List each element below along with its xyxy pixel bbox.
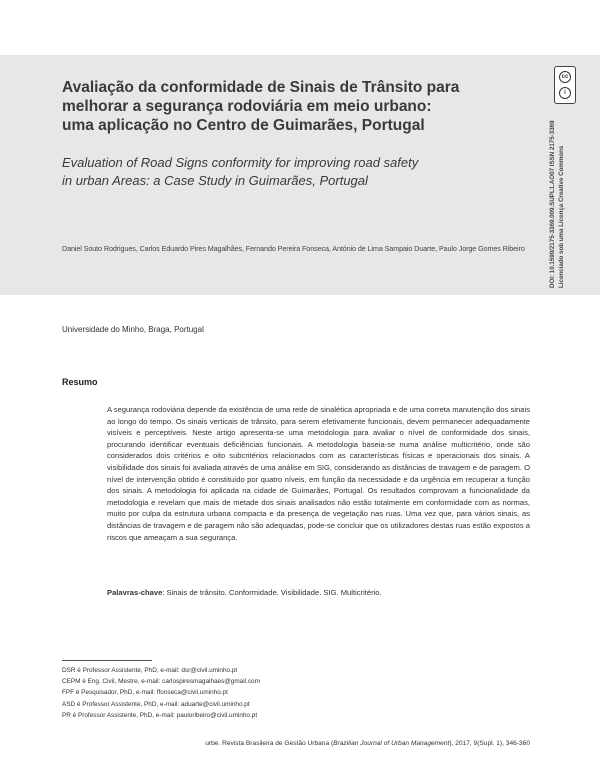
title-pt-line: uma aplicação no Centro de Guimarães, Portugal — [62, 117, 425, 134]
abstract-heading: Resumo — [62, 377, 98, 387]
title-en-line: in urban Areas: a Case Study in Guimarães, Portugal — [62, 173, 368, 188]
author-list: Daniel Souto Rodrigues, Carlos Eduardo Pires Magalhães, Fernando Pereira Fonseca, António de Lima Sampaio Duarte, Paulo Jorge Gomes Ribeiro — [62, 244, 525, 253]
footnote: ASD é Professor Assistente, PhD, e-mail: aduarte@civil.uminho.pt — [62, 700, 250, 708]
footer-journal: Revista Brasileira de Gestão Urbana — [222, 740, 330, 747]
title-portuguese — [62, 78, 482, 135]
creative-commons-badge[interactable] — [554, 66, 576, 104]
title-pt-line: melhorar a segurança rodoviária em meio urbano: — [62, 98, 432, 115]
running-footer — [205, 740, 530, 747]
keywords-label: Palavras-chave — [107, 588, 163, 597]
cc-icon: cc — [559, 71, 571, 83]
license-text: Licenciado sob uma Licença Creative Commons — [558, 145, 565, 288]
keywords — [107, 588, 530, 597]
affiliation: Universidade do Minho, Braga, Portugal — [62, 325, 204, 334]
attribution-icon: i — [559, 87, 571, 99]
title-en-line: Evaluation of Road Signs conformity for improving road safety — [62, 155, 419, 170]
footnote-divider — [62, 660, 152, 661]
footnote: CEPM é Eng. Civil, Mestre, e-mail: carlospiresmagalhaes@gmail.com — [62, 678, 260, 686]
license-side-panel — [548, 62, 580, 288]
keywords-text: : Sinais de trânsito. Conformidade. Visibilidade. SIG. Multicritério. — [162, 588, 382, 597]
footnote: FPF é Pesquisador, PhD, e-mail: ffonseca@civil.uminho.pt — [62, 689, 228, 697]
footer-citation: ), 2017, 9(Supl. 1), 346-360 — [449, 740, 530, 747]
title-english — [62, 154, 462, 190]
doi-issn-text: DOI: 10.1590/2175-3369.009.SUPL1.AO07 ISSN 2175-3369 — [549, 120, 556, 288]
footer-open: ( — [329, 740, 334, 747]
footer-journal-en: Brazilian Journal of Urban Management — [333, 740, 450, 747]
title-pt-line: Avaliação da conformidade de Sinais de Trânsito para — [62, 79, 460, 96]
abstract-body: A segurança rodoviária depende da existência de uma rede de sinalética apropriada e de uma correta manutenção dos sinais ao longo do tempo. Os sinais verticais de trânsito, para serem efetivamente funcionais, devem permanecer adequadamente visíveis e perceptíveis. Neste artigo apresenta-se uma metodologia para avaliar o nível de conformidade dos sinais, procurando identificar eventuais deficiências funcionais. A metodologia baseia-se numa análise multicritério, onde são considerados dois critérios e oito subcritérios relacionados com as características físicas e operacionais dos sinais. A visibilidade dos sinais foi avaliada através de uma análise em SIG, considerando as distâncias de travagem e de paragem. O nível de intervenção obtido é constituído por quatro níveis, em função da necessidade e da urgência em recuperar a função dos sinais. A metodologia foi aplicada na cidade de Guimarães, Portugal. Os resultados comprovam a funcionalidade da metodologia e revelam que mais de metade dos sinais analisados não estão totalmente em conformidade com as normas, muito por culpa da estrutura urbana compacta e da presença de vegetação nas ruas. Uma vez que, para vários sinais, as distâncias de travagem e de paragem não são adequadas, pode-se concluir que os utilizadores destas ruas estão expostos a riscos que ameaçam a sua segurança. — [107, 405, 530, 542]
side-text — [548, 110, 566, 288]
footnote: PR é Professor Assistente, PhD, e-mail: pauloribeiro@civil.uminho.pt — [62, 711, 258, 719]
footnotes — [62, 665, 260, 721]
footnote: DSR é Professor Assistente, PhD, e-mail: dsr@civil.uminho.pt — [62, 667, 238, 674]
footer-prefix: urbe. — [205, 740, 223, 747]
